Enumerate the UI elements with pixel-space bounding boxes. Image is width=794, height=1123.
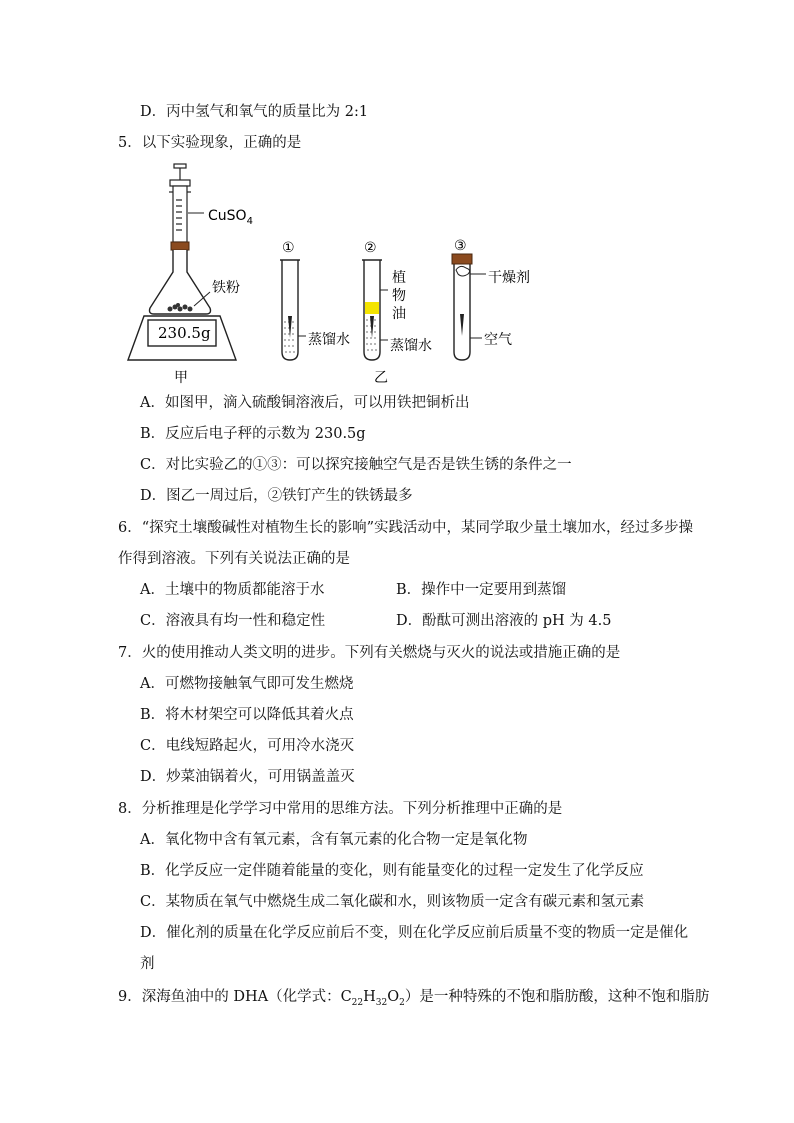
tube-3-number: ③: [454, 238, 467, 254]
q6-option-a: A．土壤中的物质都能溶于水: [140, 582, 325, 598]
syringe: [169, 164, 191, 242]
q7-option-c: C．电线短路起火，可用冷水浇灭: [140, 738, 355, 754]
air-label: 空气: [484, 332, 512, 348]
iron-nail-2: [370, 316, 374, 338]
iron-nail-3: [460, 314, 464, 336]
scale-reading: 230.5g: [158, 324, 211, 342]
q8-option-a: A．氧化物中含有氧元素，含有氧元素的化合物一定是氧化物: [140, 832, 528, 848]
tube-2-water-label: 蒸馏水: [390, 338, 432, 354]
conical-flask: [150, 250, 211, 314]
tube-1-number: ①: [282, 240, 295, 256]
desiccant-label: 干燥剂: [488, 270, 530, 286]
q5-option-c: C．对比实验乙的①③：可以探究接触空气是否是铁生锈的条件之一: [140, 457, 572, 473]
label-jia: 甲: [174, 370, 188, 386]
q5-stem: 5．以下实验现象，正确的是: [118, 135, 302, 151]
q8-stem: 8．分析推理是化学学习中常用的思维方法。下列分析推理中正确的是: [118, 801, 563, 817]
q5-option-d: D．图乙一周过后，②铁钉产生的铁锈最多: [140, 488, 413, 504]
q5-option-a: A．如图甲，滴入硫酸铜溶液后，可以用铁把铜析出: [140, 395, 470, 411]
tube-2-number: ②: [364, 240, 377, 256]
test-tube-3: [454, 264, 470, 360]
iron-nail-1: [288, 316, 292, 338]
q7-option-b: B．将木材架空可以降低其着火点: [140, 707, 354, 723]
q7-option-a: A．可燃物接触氧气即可发生燃烧: [140, 676, 354, 692]
vegetable-oil-layer: [365, 302, 379, 314]
q4-option-d: D．丙中氢气和氧气的质量比为 2:1: [140, 104, 369, 120]
q8-option-c: C．某物质在氧气中燃烧生成二氧化碳和水，则该物质一定含有碳元素和氢元素: [140, 894, 645, 910]
q6-option-b: B．操作中一定要用到蒸馏: [396, 582, 567, 598]
stopper-3: [452, 254, 472, 264]
q5-option-b: B．反应后电子秤的示数为 230.5g: [140, 426, 366, 442]
q7-option-d: D．炒菜油锅着火，可用锅盖盖灭: [140, 769, 355, 785]
oil-label-2: 物: [392, 288, 406, 304]
q8-option-b: B．化学反应一定伴随着能量的变化，则有能量变化的过程一定发生了化学反应: [140, 863, 644, 879]
q8-option-d-line1: D．催化剂的质量在化学反应前后不变，则在化学反应前后质量不变的物质一定是催化: [140, 925, 689, 941]
q6-stem-line1: 6．“探究土壤酸碱性对植物生长的影响”实践活动中，某同学取少量土壤加水，经过多步操: [118, 520, 694, 536]
iron-powder-label: 铁粉: [212, 280, 240, 296]
q6-option-d: D．酚酞可测出溶液的 pH 为 4.5: [396, 613, 612, 629]
q8-option-d-line2: 剂: [140, 956, 155, 972]
oil-label-1: 植: [392, 270, 406, 286]
q5-figure: [118, 160, 678, 390]
test-tube-1: [280, 260, 300, 360]
q9-stem: 9．深海鱼油中的 DHA（化学式：$C_{22}H_{32}O_2$）是一种特殊的不饱和脂肪酸，这种不饱和脂肪: [118, 989, 710, 1008]
q6-option-c: C．溶液具有均一性和稳定性: [140, 613, 326, 629]
oil-label-3: 油: [392, 306, 406, 322]
desiccant: [456, 266, 470, 276]
label-yi: 乙: [374, 370, 388, 386]
q6-stem-line2: 作得到溶液。下列有关说法正确的是: [118, 551, 350, 567]
tube-1-water-label: 蒸馏水: [308, 332, 350, 348]
cuso4-label: CuSO$_4$: [208, 208, 253, 227]
stopper: [171, 242, 189, 250]
q7-stem: 7．火的使用推动人类文明的进步。下列有关燃烧与灭火的说法或措施正确的是: [118, 645, 621, 661]
